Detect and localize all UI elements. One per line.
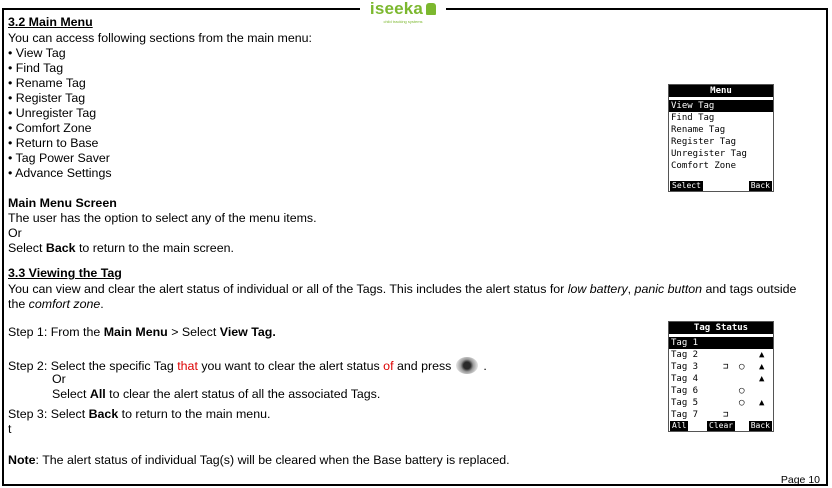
screen-title: Menu bbox=[669, 85, 773, 97]
note-text: Note: The alert status of individual Tag(s) will be cleared when the Base battery is replaced. bbox=[8, 453, 510, 467]
bell-icon: ▲ bbox=[759, 350, 765, 360]
main-menu-screen-heading: Main Menu Screen bbox=[8, 196, 117, 210]
logo-tagline: child tracking systems bbox=[383, 19, 423, 24]
screen-menu-item: Unregister Tag bbox=[671, 149, 747, 159]
menu-list-item: • Advance Settings bbox=[8, 166, 112, 180]
screen-back-softkey: Back bbox=[750, 421, 770, 430]
menu-list-item: • View Tag bbox=[8, 46, 66, 60]
panic-icon: ◯ bbox=[739, 362, 745, 372]
panic-icon: ◯ bbox=[739, 398, 745, 408]
bell-icon: ▲ bbox=[759, 398, 765, 408]
joystick-button-icon bbox=[456, 357, 478, 374]
step-3: Step 3: Select Back to return to the main menu. bbox=[8, 407, 271, 421]
section-3-3-para-line2: the comfort zone. bbox=[8, 297, 104, 311]
section-3-3-heading: 3.3 Viewing the Tag bbox=[8, 266, 122, 280]
panic-icon: ◯ bbox=[739, 386, 745, 396]
section-3-2-heading: 3.2 Main Menu bbox=[8, 15, 93, 29]
screen-tag-row: Tag 1 bbox=[669, 337, 773, 349]
screen-tag-row: Tag 7 ⊐ bbox=[671, 410, 729, 420]
screen-tag-row: Tag 3 ⊐ ◯ ▲ bbox=[671, 362, 765, 372]
menu-list-item: • Register Tag bbox=[8, 91, 86, 105]
section-3-3-para-line1: You can view and clear the alert status of individual or all of the Tags. This includes the alert status for low battery, panic button and tags outside bbox=[8, 282, 797, 296]
phone-menu-screenshot bbox=[668, 84, 774, 192]
screen-menu-item: Register Tag bbox=[671, 137, 737, 147]
screen-menu-item: Rename Tag bbox=[671, 125, 726, 135]
step-1: Step 1: From the Main Menu > Select View Tag. bbox=[8, 325, 276, 339]
screen-tag-row: Tag 2 ▲ bbox=[671, 350, 765, 360]
section-3-2-intro: You can access following sections from the main menu: bbox=[8, 31, 312, 45]
screen-clear-softkey: Clear bbox=[709, 421, 734, 430]
logo-wordmark: iseeka bbox=[369, 0, 424, 18]
bell-icon: ▲ bbox=[759, 362, 765, 372]
screen-menu-item: Comfort Zone bbox=[671, 161, 737, 171]
select-back-text: Select Back to return to the main screen. bbox=[8, 241, 234, 255]
screen-menu-item: Find Tag bbox=[671, 113, 715, 123]
bell-icon: ▲ bbox=[759, 374, 765, 384]
low-battery-icon: ⊐ bbox=[723, 362, 729, 372]
screen-select-softkey: Select bbox=[672, 181, 701, 190]
phone-tag-status-screenshot bbox=[668, 321, 774, 432]
main-menu-screen-text: The user has the option to select any of the menu items. bbox=[8, 211, 317, 225]
family-icon bbox=[426, 3, 436, 15]
screen-menu-item: View Tag bbox=[669, 100, 773, 112]
menu-list-item: • Tag Power Saver bbox=[8, 151, 110, 165]
page-number: Page 10 bbox=[780, 474, 820, 486]
low-battery-icon: ⊐ bbox=[723, 410, 729, 420]
or-text: Or bbox=[52, 372, 66, 386]
screen-tag-row: Tag 6 ◯ bbox=[671, 386, 745, 396]
or-text: Or bbox=[8, 226, 22, 240]
menu-list-item: • Rename Tag bbox=[8, 76, 86, 90]
menu-list-item: • Return to Base bbox=[8, 136, 99, 150]
menu-list-item: • Comfort Zone bbox=[8, 121, 92, 135]
menu-list-item: • Find Tag bbox=[8, 61, 64, 75]
screen-back-softkey: Back bbox=[750, 181, 770, 190]
screen-all-softkey: All bbox=[672, 421, 687, 430]
step-2: Step 2: Select the specific Tag that you want to clear the alert status of and press . bbox=[8, 359, 487, 373]
select-all-text: Select All to clear the alert status of all the associated Tags. bbox=[52, 387, 381, 401]
screen-tag-row: Tag 5 ◯ ▲ bbox=[671, 398, 765, 408]
screen-title: Tag Status bbox=[669, 322, 773, 334]
stray-character: t bbox=[8, 422, 12, 436]
menu-list-item: • Unregister Tag bbox=[8, 106, 97, 120]
screen-tag-row: Tag 4 ▲ bbox=[671, 374, 765, 384]
brand-logo bbox=[360, 0, 446, 22]
